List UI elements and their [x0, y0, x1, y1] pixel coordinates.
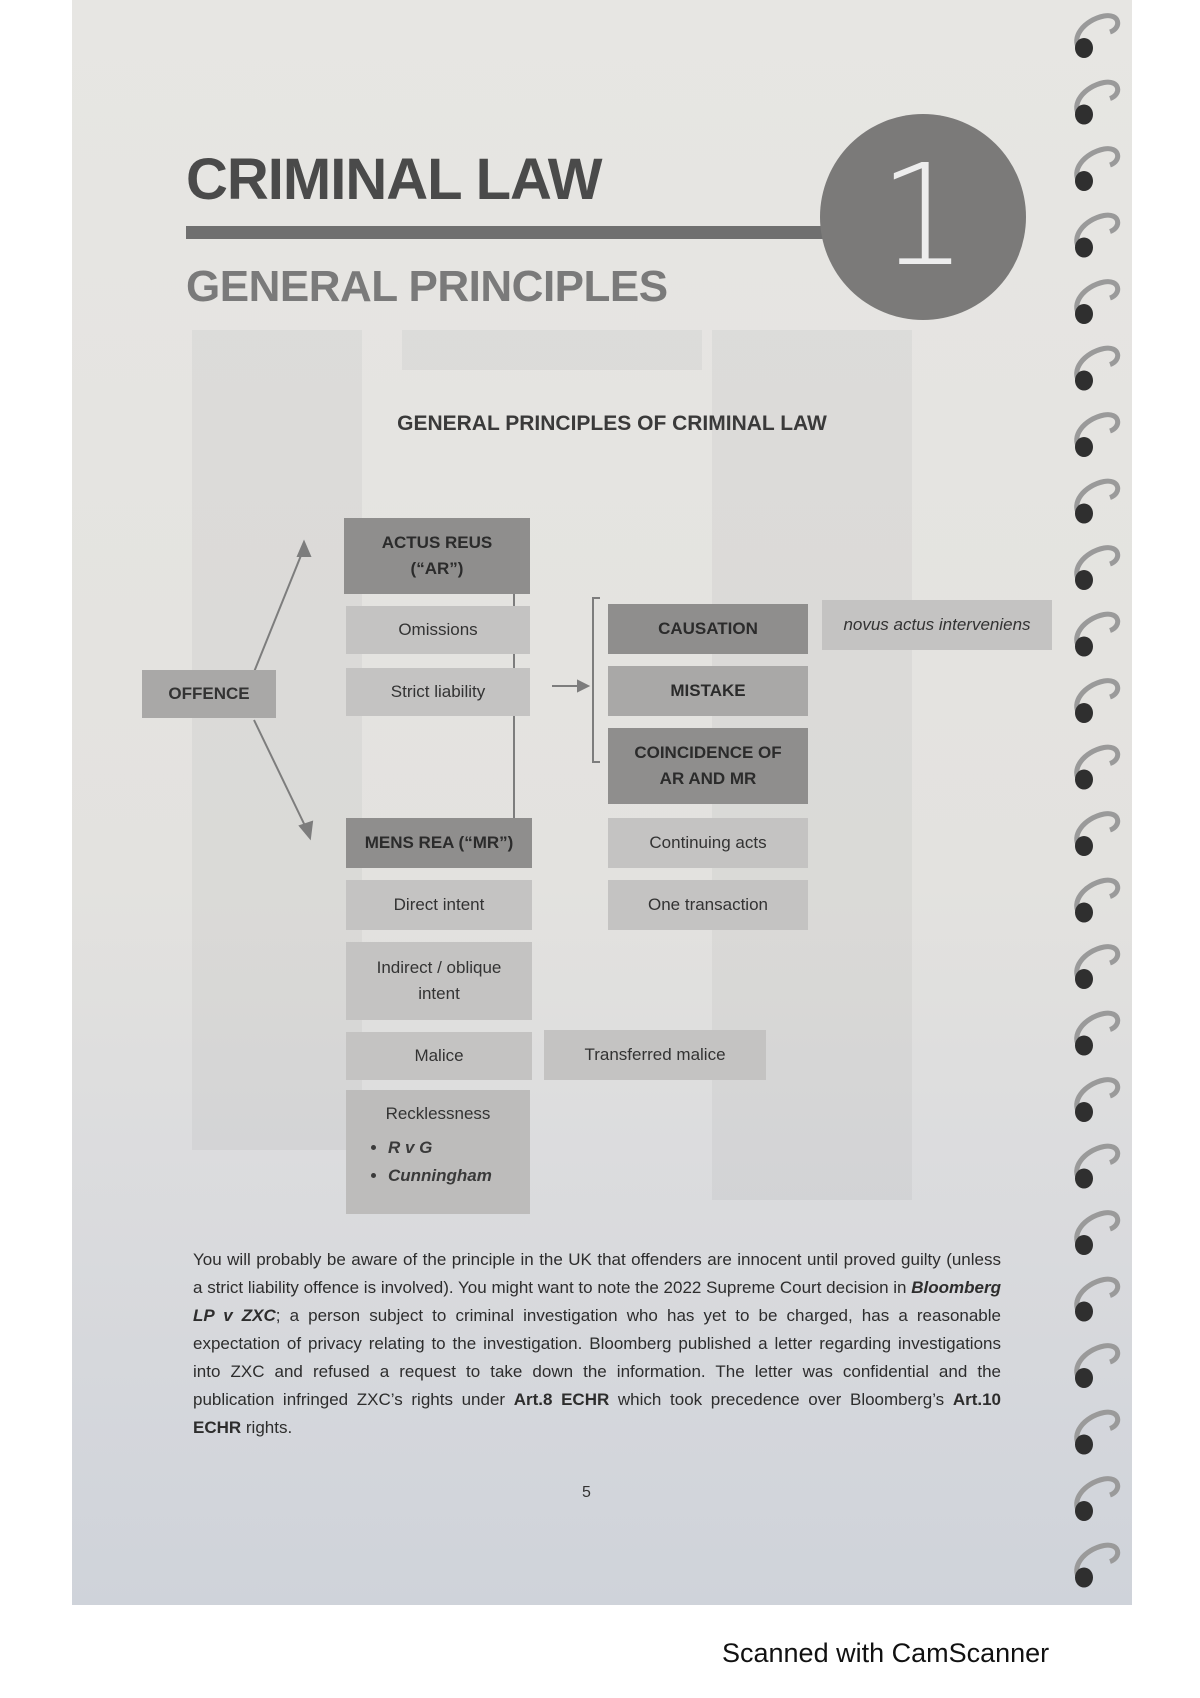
case-r-v-g: • R v G [388, 1138, 492, 1158]
book-page [72, 0, 1132, 1605]
coincidence-box: COINCIDENCE OF AR AND MR [608, 728, 808, 804]
arrow-to-actus-reus [254, 548, 304, 672]
arrow-to-mens-rea [254, 720, 308, 832]
binding-hole [1075, 770, 1093, 790]
case-cunningham: • Cunningham [388, 1166, 492, 1186]
diagram-title: GENERAL PRINCIPLES OF CRIMINAL LAW [397, 412, 827, 435]
binding-hole [1075, 1235, 1093, 1255]
binding-hole [1075, 703, 1093, 723]
binding-hole [1075, 1102, 1093, 1122]
continuing-acts-box: Continuing acts [608, 818, 808, 868]
small-bracket [593, 598, 600, 762]
binding-hole [1075, 38, 1093, 58]
arrowhead-icon [300, 822, 312, 838]
paragraph-text: rights. [241, 1418, 293, 1437]
article-reference: Art.10 ECHR [193, 1390, 1001, 1437]
one-transaction-box: One transaction [608, 880, 808, 930]
binding-hole [1075, 504, 1093, 524]
page-title: CRIMINAL LAW [186, 147, 602, 212]
article-reference: Art.8 ECHR [513, 1390, 610, 1409]
offence-box: OFFENCE [142, 670, 276, 718]
recklessness-label: Recklessness [385, 1104, 491, 1123]
binding-hole [1075, 171, 1093, 191]
actus-reus-box: ACTUS REUS (“AR”) [344, 518, 530, 594]
paragraph-text: ; a person subject to criminal investigation who has yet to be charged, has a reasonable expectation of privacy relating to the investigation. Bloomberg published a letter regarding investigations into ZXC and refused a request to take down the information. The letter was confidential and the publication infringed ZXC’s rights under [193, 1306, 1001, 1409]
binding-hole [1075, 1435, 1093, 1455]
paragraph-text: which took precedence over Bloomberg’s [609, 1390, 953, 1409]
causation-box: CAUSATION [608, 604, 808, 654]
binding-hole [1075, 836, 1093, 856]
scanner-watermark: Scanned with CamScanner [722, 1638, 1050, 1668]
case-name: Bloomberg LP v ZXC [193, 1278, 1001, 1325]
malice-box: Malice [346, 1032, 532, 1080]
page-number: 5 [582, 1484, 591, 1501]
binding-hole [1075, 1036, 1093, 1056]
arrowhead-icon [298, 542, 310, 556]
binding-hole [1075, 969, 1093, 989]
transferred-malice-box: Transferred malice [544, 1030, 766, 1080]
binding-hole [1075, 105, 1093, 125]
recklessness-cases [346, 1138, 492, 1194]
recklessness-box [346, 1090, 530, 1214]
paragraph-text: You will probably be aware of the principle in the UK that offenders are innocent until proved guilty (unless a strict liability offence is involved). You might want to note the 2022 Supreme Court decision in [193, 1250, 1001, 1297]
binding-hole [1075, 903, 1093, 923]
arrowhead-icon [578, 681, 588, 691]
novus-actus-box: novus actus interveniens [822, 600, 1052, 650]
binding-hole [1075, 1568, 1093, 1588]
direct-intent-box: Direct intent [346, 880, 532, 930]
page-subtitle: GENERAL PRINCIPLES [186, 262, 668, 311]
body-paragraph [193, 1246, 1001, 1442]
binding-hole [1075, 1501, 1093, 1521]
binding-hole [1075, 238, 1093, 258]
strict-liability-box: Strict liability [346, 668, 530, 716]
binding-hole [1075, 437, 1093, 457]
binding-hole [1075, 1169, 1093, 1189]
binding-hole [1075, 1368, 1093, 1388]
indirect-intent-box: Indirect / oblique intent [346, 942, 532, 1020]
chapter-number-badge: 1 [820, 114, 1026, 320]
mens-rea-box: MENS REA (“MR”) [346, 818, 532, 868]
binding-hole [1075, 1302, 1093, 1322]
omissions-box: Omissions [346, 606, 530, 654]
binding-hole [1075, 637, 1093, 657]
binding-hole [1075, 570, 1093, 590]
spiral-binding [1070, 0, 1130, 1605]
mistake-box: MISTAKE [608, 666, 808, 716]
binding-hole [1075, 304, 1093, 324]
binding-hole [1075, 371, 1093, 391]
